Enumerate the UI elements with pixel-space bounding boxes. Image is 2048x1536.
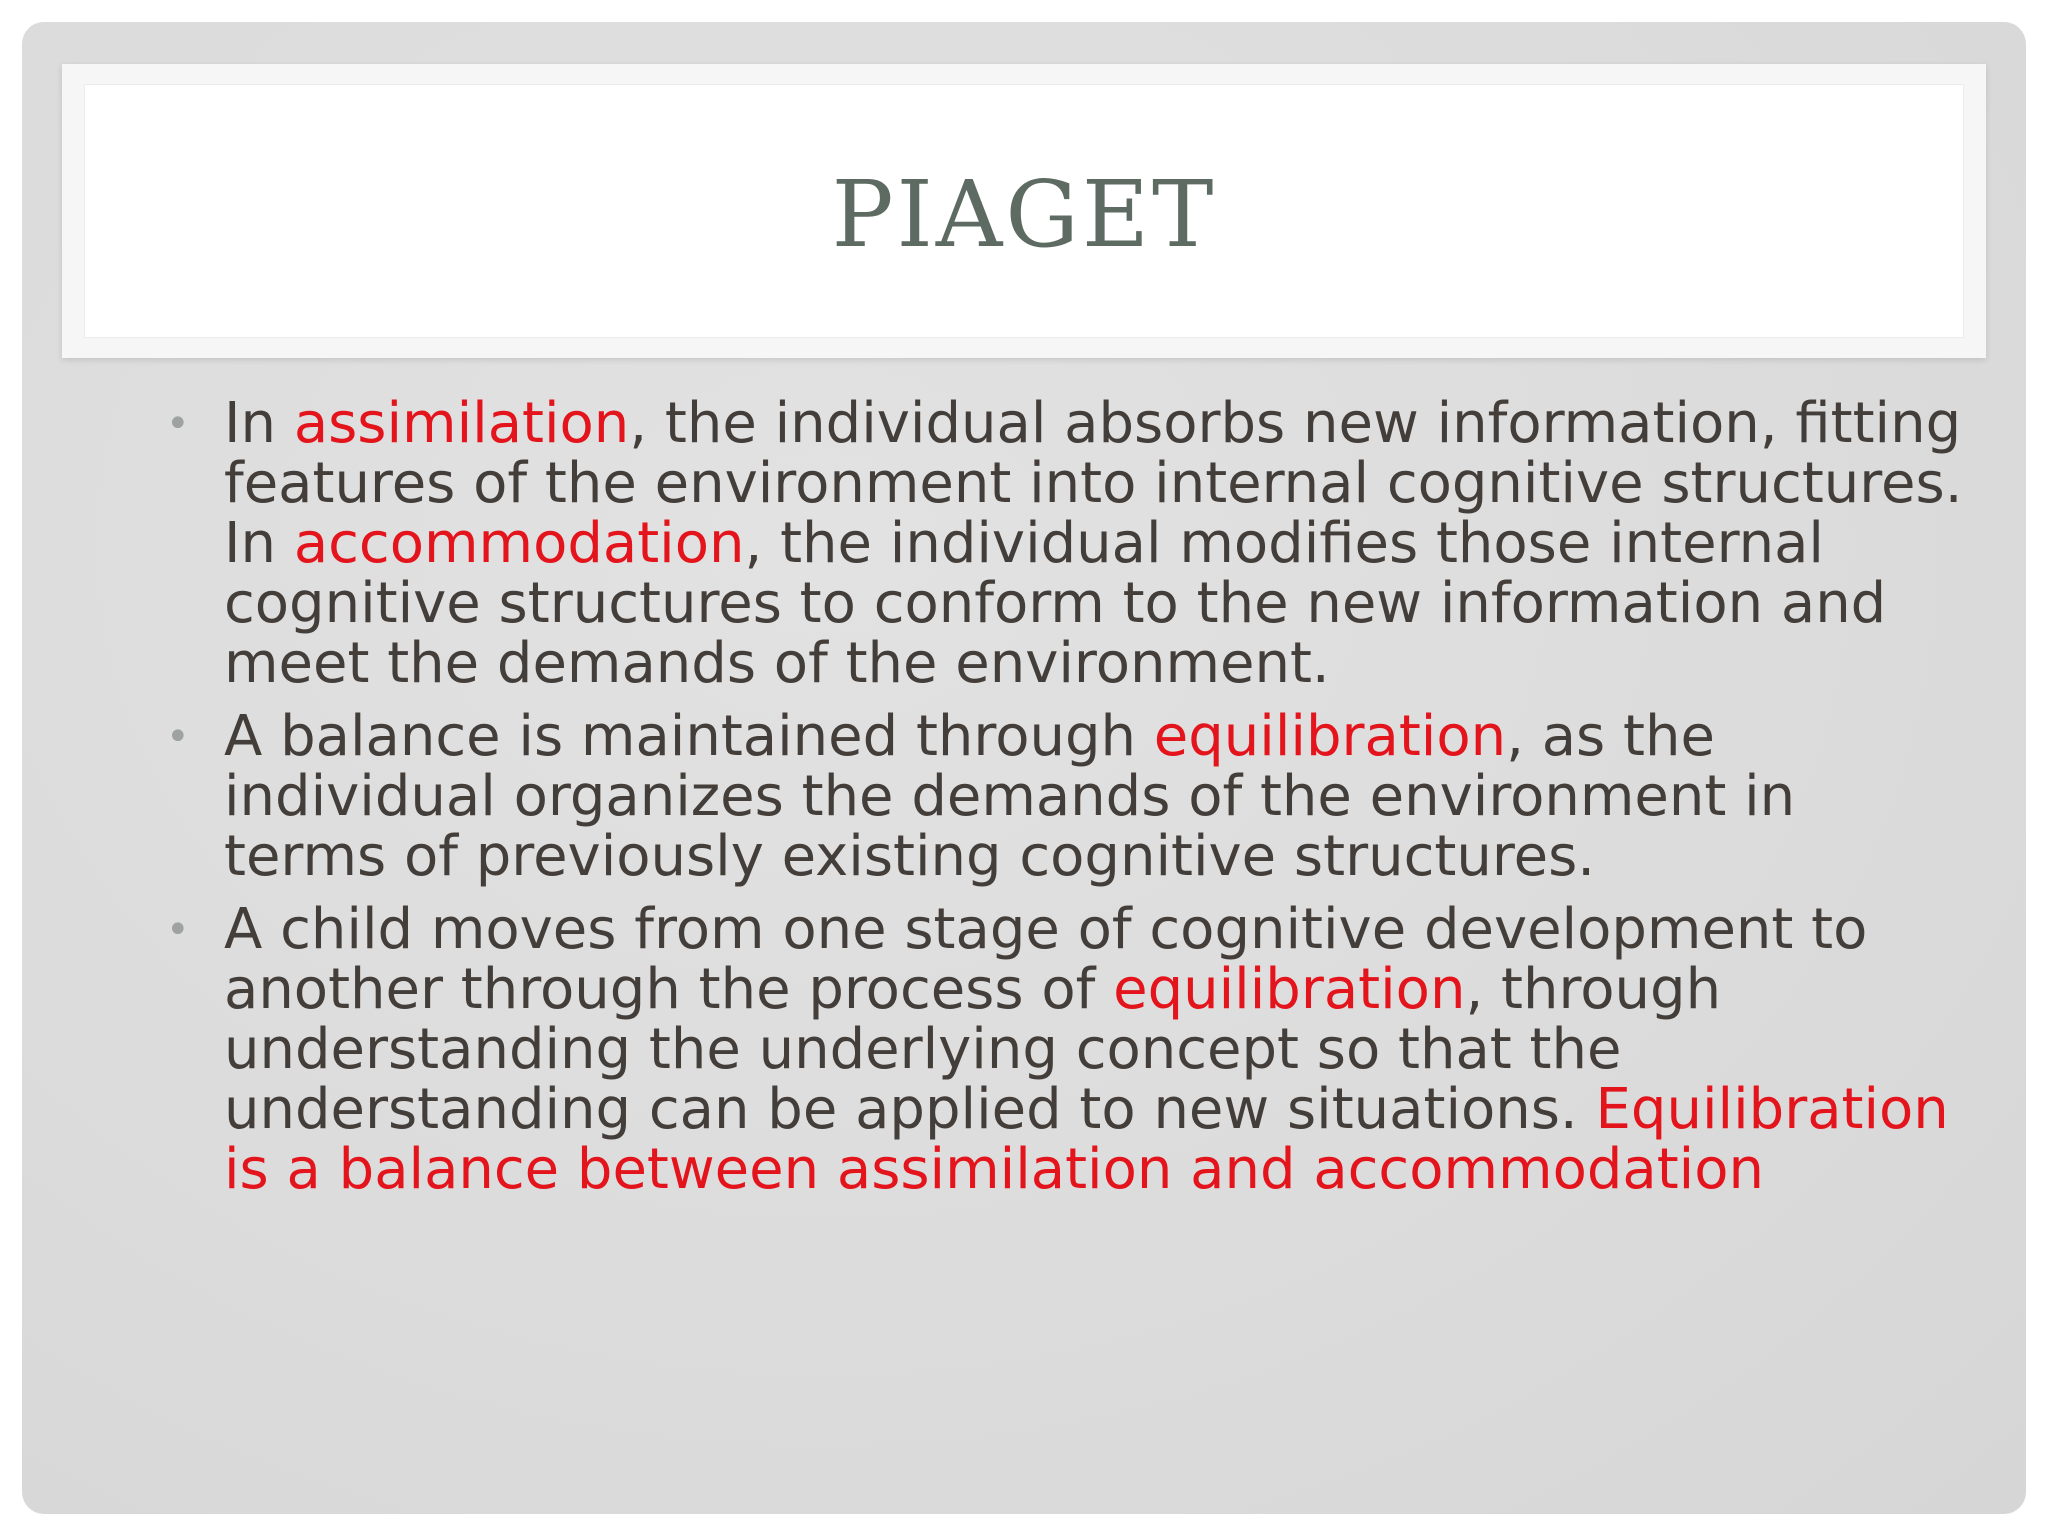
bullet-marker: • [166,401,190,447]
bullet-marker: • [166,907,190,953]
bullet-item [146,391,1966,696]
bullet-marker: • [166,714,190,760]
highlighted-term: equilibration [1113,957,1466,1022]
slide-title: PIAGET [831,160,1217,268]
bullet-text: , the individual modifies those internal cognitive structures to conform to the new information and meet the demands of the environment. [224,511,1887,696]
title-box [84,84,1964,338]
bullet-list [146,391,1966,1213]
bullet-text: , the individual absorbs new information, fitting features of the environment into internal cognitive structures. In [224,391,1963,576]
highlighted-term: equilibration [1153,704,1507,769]
bullet-text: A child moves from one stage of cognitive development to another through the process of [224,897,1868,1022]
title-band [62,64,1986,358]
highlighted-term: accommodation [293,511,745,576]
highlighted-definition: Equilibration is a balance between assimilation and accommodation [224,1077,1949,1202]
bullet-text: , through understanding the underlying concept so that the understanding can be applied to new situations. [224,957,1722,1142]
slide [22,22,2026,1514]
highlighted-term: assimilation [293,391,630,456]
bullet-text: In [224,391,294,456]
bullet-text: A balance is maintained through [224,704,1154,769]
bullet-item [146,897,1966,1202]
bullet-text: , as the individual organizes the demands of the environment in terms of previously existing cognitive structures. [224,704,1796,889]
bullet-item [146,704,1966,889]
